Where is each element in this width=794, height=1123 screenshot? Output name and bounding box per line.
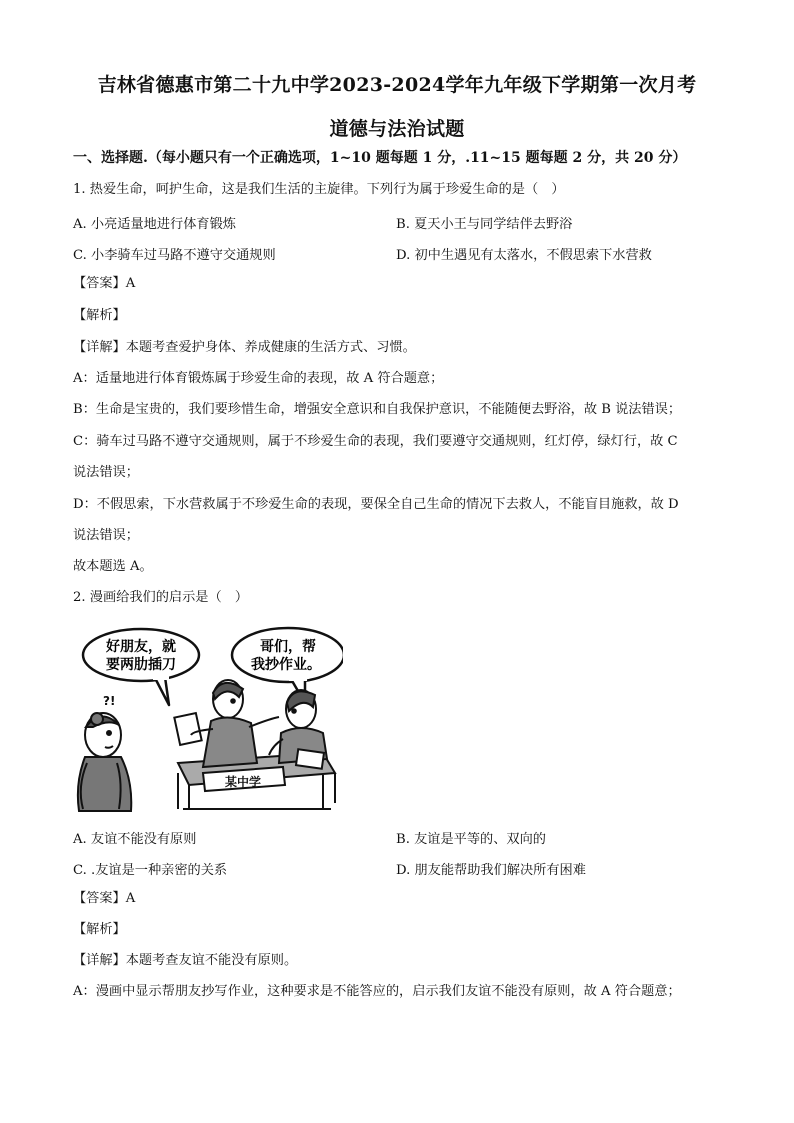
question-1-option-a: A. 小亮适量地进行体育锻炼 [73, 217, 236, 232]
question-1-analysis-line: B：生命是宝贵的，我们要珍惜生命，增强安全意识和自我保护意识，不能随便去野浴，故 B 说法错误； [73, 402, 682, 417]
bubble-left-text-1: 好朋友，就 [106, 639, 176, 655]
question-1-analysis-line: C：骑车过马路不遵守交通规则，属于不珍爱生命的表现，我们要遵守交通规则，红灯停，绿灯行，故 C [73, 434, 678, 449]
question-2-option-b: B. 友谊是平等的、双向的 [396, 832, 546, 847]
student-holding-homework-figure [174, 680, 279, 767]
comic-illustration [73, 623, 343, 813]
exclamation-mark: ?! [103, 694, 116, 708]
question-1-detail: 【详解】本题考查爱护身体、养成健康的生活方式、习惯。 [73, 340, 416, 355]
question-1-analysis-label: 【解析】 [73, 308, 126, 323]
question-1-stem: 1. 热爱生命，呵护生命，这是我们生活的主旋律。下列行为属于珍爱生命的是（ ） [73, 182, 565, 197]
question-2-stem: 2. 漫画给我们的启示是（ ） [73, 590, 249, 605]
question-2-option-c: C. .友谊是一种亲密的关系 [73, 863, 228, 878]
question-1-analysis-line: D：不假思索，下水营救属于不珍爱生命的表现，要保全自己生命的情况下去救人，不能盲目施救，故 D [73, 497, 679, 512]
confused-student-figure [78, 694, 131, 811]
speech-bubble-left [83, 629, 199, 705]
question-2-answer: 【答案】A [73, 891, 136, 906]
bubble-left-text-2: 要两肋插刀 [106, 657, 176, 673]
question-2-option-a: A. 友谊不能没有原则 [73, 832, 197, 847]
document-title: 吉林省德惠市第二十九中学2023-2024学年九年级下学期第一次月考 [97, 74, 697, 96]
section-heading: 一、选择题.（每小题只有一个正确选项，1~10 题每题 1 分，.11~15 题每题 2 分，共 20 分） [73, 150, 687, 166]
bubble-right-text-2: 我抄作业。 [251, 657, 321, 673]
speech-bubble-right [232, 628, 343, 703]
question-1-option-d: D. 初中生遇见有太落水，不假思索下水营救 [396, 248, 652, 263]
question-2-detail: 【详解】本题考查友谊不能没有原则。 [73, 953, 298, 968]
bubble-right-text-1: 哥们，帮 [260, 639, 316, 655]
question-1-option-b: B. 夏天小王与同学结伴去野浴 [396, 217, 573, 232]
question-1-analysis-line: A：适量地进行体育锻炼属于珍爱生命的表现，故 A 符合题意； [73, 371, 444, 386]
document-subtitle: 道德与法治试题 [329, 118, 465, 140]
question-1-answer: 【答案】A [73, 276, 136, 291]
question-1-option-c: C. 小李骑车过马路不遵守交通规则 [73, 248, 276, 263]
question-2-analysis-label: 【解析】 [73, 922, 126, 937]
question-2-analysis-line: A：漫画中显示帮朋友抄写作业，这种要求是不能答应的，启示我们友谊不能没有原则，故 A 符合题意； [73, 984, 681, 999]
question-1-analysis-line: 说法错误； [73, 528, 139, 543]
question-2-option-d: D. 朋友能帮助我们解决所有困难 [396, 863, 586, 878]
question-1-analysis-line: 说法错误； [73, 465, 139, 480]
desk-sign-text: 某中学 [224, 775, 262, 789]
question-1-conclusion: 故本题选 A。 [73, 559, 153, 574]
